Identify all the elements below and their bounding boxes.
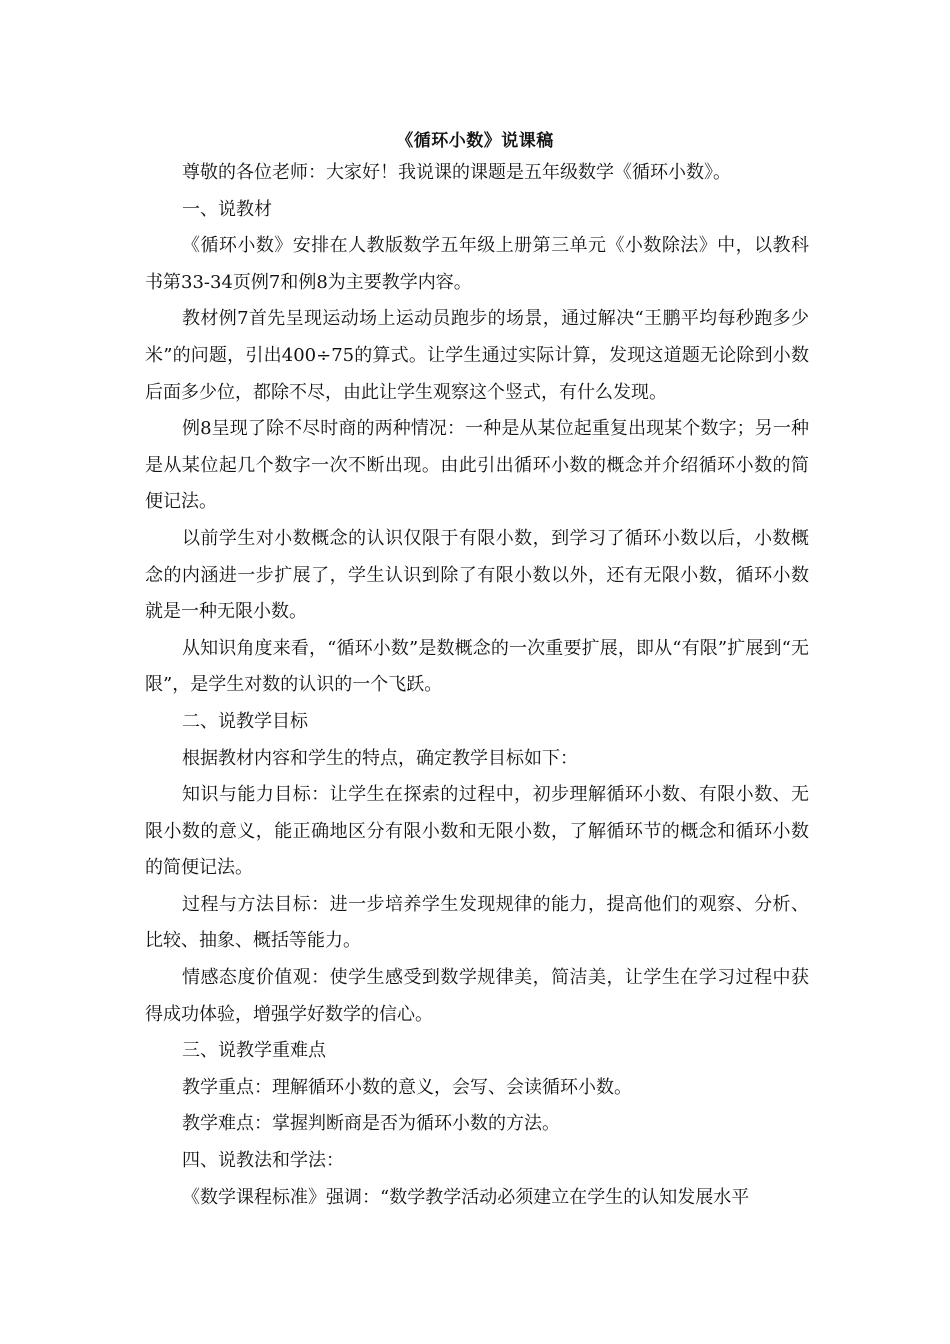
body-paragraph: 教学重点：理解循环小数的意义，会写、会读循环小数。 <box>182 1076 632 1098</box>
body-paragraph: 知识与能力目标：让学生在探索的过程中，初步理解循环小数、有限小数、无限小数的意义，能正确地区分有限小数和无限小数，了解循环节的概念和循环小数的简便记法。 <box>145 784 809 879</box>
body-paragraph: 《数学课程标准》强调：“数学教学活动必须建立在学生的认知发展水平 <box>182 1186 750 1208</box>
body-paragraph: 情感态度价值观：使学生感受到数学规律美，简洁美，让学生在学习过程中获得成功体验，增强学好数学的信心。 <box>145 967 809 1025</box>
section-heading-key-points: 三、说教学重难点 <box>182 1040 326 1062</box>
body-paragraph: 例8呈现了除不尽时商的两种情况：一种是从某位起重复出现某个数字；另一种是从某位起几个数字一次不断出现。由此引出循环小数的概念并介绍循环小数的简便记法。 <box>145 418 809 513</box>
section-heading-methods: 四、说教法和学法： <box>182 1150 344 1172</box>
greeting-paragraph: 尊敬的各位老师：大家好！我说课的课题是五年级数学《循环小数》。 <box>182 162 731 183</box>
body-paragraph: 根据教材内容和学生的特点，确定教学目标如下： <box>182 747 578 769</box>
body-paragraph: 以前学生对小数概念的认识仅限于有限小数，到学习了循环小数以后，小数概念的内涵进一步扩展了，学生认识到除了有限小数以外，还有无限小数，循环小数就是一种无限小数。 <box>145 527 809 623</box>
section-heading-textbook: 一、说教材 <box>182 198 272 220</box>
body-paragraph: 教学难点：掌握判断商是否为循环小数的方法。 <box>182 1113 560 1135</box>
body-paragraph: 教材例7首先呈现运动场上运动员跑步的场景，通过解决“王鹏平均每秒跑多少米”的问题，引出400÷75的算式。让学生通过实际计算，发现这道题无论除到小数后面多少位，都除不尽，由此让学生观察这个竖式，有什么发现。 <box>145 308 809 403</box>
section-heading-goals: 二、说教学目标 <box>182 710 308 732</box>
body-paragraph: 《循环小数》安排在人教版数学五年级上册第三单元《小数除法》中，以教科书第33-34页例7和例8为主要教学内容。 <box>145 235 809 293</box>
document-title: 《循环小数》说课稿 <box>396 131 554 151</box>
document-body <box>145 155 809 1216</box>
body-paragraph: 过程与方法目标：进一步培养学生发现规律的能力，提高他们的观察、分析、比较、抽象、概括等能力。 <box>145 893 809 952</box>
body-paragraph: 从知识角度来看，“循环小数”是数概念的一次重要扩展，即从“有限”扩展到“无限”，是学生对数的认识的一个飞跃。 <box>145 637 809 696</box>
